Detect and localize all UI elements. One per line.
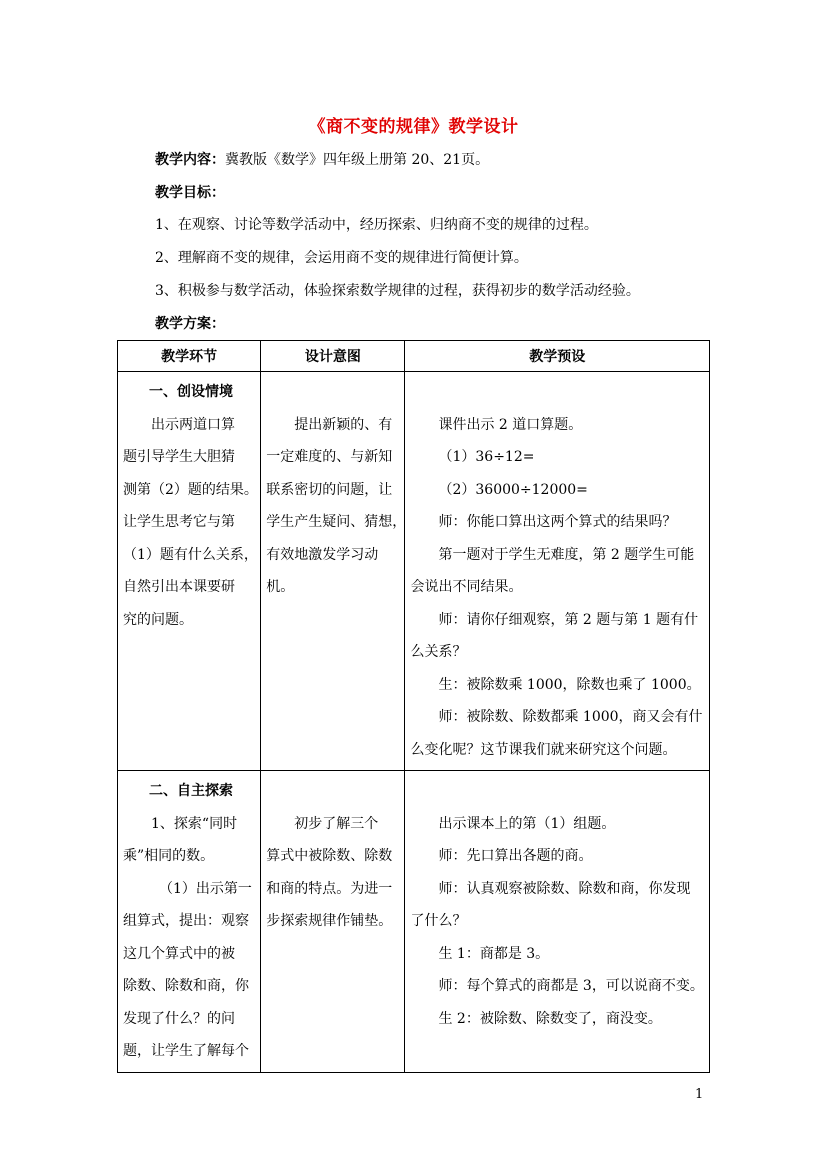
section-2-stage-line: 发现了什么？的问 xyxy=(123,1010,235,1027)
section-1-preset-line: （1）36÷12= xyxy=(438,449,535,465)
section-1-intent-line: 提出新颖的、有 xyxy=(294,416,393,433)
section-1-stage-line: （1）题有什么关系， xyxy=(123,546,258,563)
section-1-preset-line: 么关系？ xyxy=(410,644,467,660)
section-1-title: 一、创设情境 xyxy=(149,384,233,400)
section-2-stage-line: 除数、除数和商，你 xyxy=(123,978,249,994)
section-1-stage-line: 自然引出本课要研 xyxy=(123,579,235,595)
section-1-stage-cell xyxy=(118,372,261,771)
section-2-stage-line: 这几个算式中的被 xyxy=(123,945,235,962)
section-2-stage-cell xyxy=(118,771,261,1073)
section-2-preset-cell xyxy=(405,771,710,1073)
section-1-stage-line: 让学生思考它与第 xyxy=(123,514,235,530)
section-1-preset-line: 生：被除数乘 1000，除数也乘了 1000。 xyxy=(438,676,701,693)
section-2-preset-line: 师：每个算式的商都是 3，可以说商不变。 xyxy=(438,978,704,994)
section-1-intent-line: 机。 xyxy=(266,579,295,595)
section-2-intent-line: 步探索规律作铺垫。 xyxy=(266,913,393,929)
table-row-section-2 xyxy=(118,771,710,1073)
section-2-stage-line: 题，让学生了解每个 xyxy=(123,1043,249,1059)
section-1-preset-line: 会说出不同结果。 xyxy=(410,579,523,595)
header-preset: 教学预设 xyxy=(405,341,710,372)
teaching-content xyxy=(155,150,489,170)
section-1-preset-line: 师：请你仔细观察，第 2 题与第 1 题有什 xyxy=(438,611,699,628)
section-1-preset-line: （2）36000÷12000= xyxy=(438,481,588,498)
goals-heading: 教学目标： xyxy=(155,185,225,201)
section-2-intent-line: 初步了解三个 xyxy=(294,815,379,832)
header-stage: 教学环节 xyxy=(118,341,261,372)
section-2-preset-line: 生 2：被除数、除数变了，商没变。 xyxy=(438,1010,662,1027)
section-1-intent-line: 学生产生疑问、猜想， xyxy=(266,514,407,530)
section-1-preset-line: 师：被除数、除数都乘 1000，商又会有什 xyxy=(438,709,703,725)
section-1-preset-line: 么变化呢？这节课我们就来研究这个问题。 xyxy=(410,741,677,758)
goal-item-2: 2、理解商不变的规律，会运用商不变的规律进行简便计算。 xyxy=(155,250,528,266)
section-2-preset-line: 师：认真观察被除数、除数和商，你发现 xyxy=(438,880,691,897)
table-row-section-1 xyxy=(118,372,710,771)
section-2-intent-line: 算式中被除数、除数 xyxy=(266,848,393,864)
section-1-preset-line: 课件出示 2 道口算题。 xyxy=(438,416,583,433)
header-intent: 设计意图 xyxy=(261,341,405,372)
content-label: 教学内容： xyxy=(155,152,225,168)
section-2-preset-line: 师：先口算出各题的商。 xyxy=(438,848,593,864)
section-1-stage-line: 测第（2）题的结果。 xyxy=(123,481,258,498)
table-header-row xyxy=(118,341,710,372)
section-1-stage-line: 题引导学生大胆猜 xyxy=(123,449,235,465)
section-2-preset-line: 出示课本上的第（1）组题。 xyxy=(438,815,616,832)
section-2-preset-line: 了什么？ xyxy=(410,913,467,929)
section-2-intent-cell xyxy=(261,771,405,1073)
section-1-stage-line: 究的问题。 xyxy=(123,611,193,628)
page-number: 1 xyxy=(695,1087,704,1102)
teaching-plan-table xyxy=(117,340,710,1073)
section-2-stage-line: 组算式，提出：观察 xyxy=(123,913,249,929)
section-1-preset-line: 第一题对于学生无难度，第 2 题学生可能 xyxy=(438,546,695,563)
section-1-preset-line: 师：你能口算出这两个算式的结果吗？ xyxy=(438,514,677,530)
section-2-stage-line: 乘”相同的数。 xyxy=(123,848,215,864)
section-2-stage-line: （1）出示第一 xyxy=(159,880,252,897)
section-2-stage-line: 1、探索“同时 xyxy=(151,815,238,832)
section-1-stage-line: 出示两道口算 xyxy=(151,416,235,433)
section-1-intent-cell xyxy=(261,372,405,771)
section-2-preset-line: 生 1：商都是 3。 xyxy=(438,945,550,962)
plan-heading: 教学方案： xyxy=(155,316,225,332)
content-text: 冀教版《数学》四年级上册第 20、21页。 xyxy=(225,152,490,168)
section-1-intent-line: 一定难度的、与新知 xyxy=(266,449,393,465)
document-title: 《商不变的规律》教学设计 xyxy=(308,117,519,137)
section-1-intent-line: 联系密切的问题，让 xyxy=(266,481,393,498)
section-1-preset-cell xyxy=(405,372,710,771)
section-1-intent-line: 有效地激发学习动 xyxy=(266,546,379,563)
goal-item-3: 3、积极参与数学活动，体验探索数学规律的过程，获得初步的数学活动经验。 xyxy=(155,283,640,299)
goal-item-1: 1、在观察、讨论等数学活动中，经历探索、归纳商不变的规律的过程。 xyxy=(155,217,598,233)
section-2-intent-line: 和商的特点。为进一 xyxy=(266,880,393,897)
section-2-title: 二、自主探索 xyxy=(149,783,233,799)
